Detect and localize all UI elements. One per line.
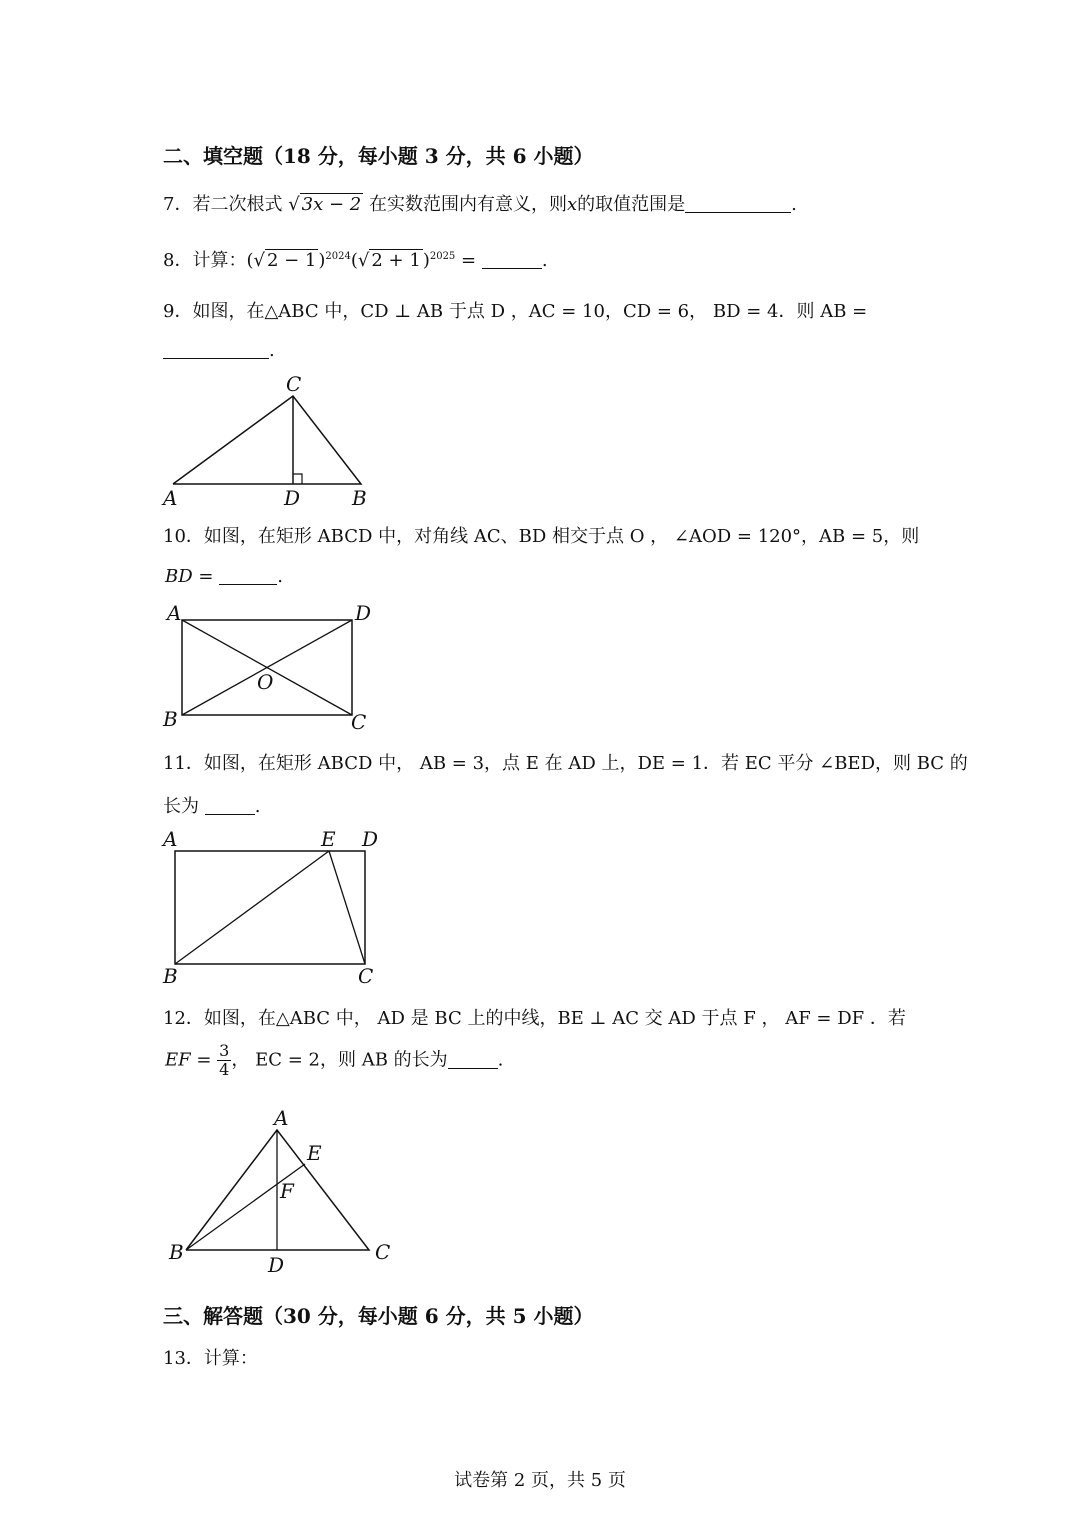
question-7: 7．若二次根式 √ 3x − 2 在实数范围内有意义，则x的取值范围是 . (163, 194, 797, 215)
label-f: F (280, 1179, 294, 1203)
question-8: 8．计算：(√ 2 − 1 )$^{2024}$(√ 2 + 1 )$^{2025}$ = . (163, 250, 548, 271)
question-9-answer-line: . (163, 340, 275, 361)
question-9: 9．如图，在△ABC 中，CD ⊥ AB 于点 D ，AC = 10，CD = 6， BD = 4．则 AB = (163, 301, 868, 322)
triangle-figure-q12 (155, 1100, 405, 1280)
triangle-figure-q9 (155, 368, 385, 513)
answer-blank (448, 1050, 498, 1069)
right-angle-mark (293, 474, 302, 484)
label-c: C (351, 710, 367, 734)
question-10-line-2: BD = . (165, 566, 283, 587)
label-a: A (167, 601, 182, 625)
segment-be (186, 1164, 305, 1250)
question-12-line-2: EF = $\frac{3}{4}$ ， EC = 2，则 AB 的长为 . (165, 1041, 504, 1079)
label-b: B (169, 1240, 184, 1264)
label-e: E (321, 827, 336, 851)
section-3-title: 三、解答题（30 分，每小题 6 分，共 5 小题） (163, 1304, 594, 1328)
label-c: C (286, 372, 302, 396)
answer-blank (163, 340, 269, 359)
fraction: $\frac{3}{4}$ (219, 1041, 230, 1079)
rectangle-figure-q10 (155, 598, 385, 738)
question-number: 11． (163, 753, 204, 774)
answer-blank (219, 566, 277, 585)
segment-ec (329, 851, 365, 964)
question-12: 12．如图，在△ABC 中， AD 是 BC 上的中线，BE ⊥ AC 交 AD 于点 F ， AF = DF ．若 (163, 1008, 906, 1029)
label-a: A (274, 1106, 289, 1130)
question-number: 13． (163, 1348, 204, 1369)
segment-be (175, 851, 329, 964)
label-e: E (307, 1141, 322, 1165)
question-number: 10． (163, 526, 204, 547)
rectangle-figure-q11 (155, 825, 395, 990)
label-a: A (163, 827, 178, 851)
question-number: 7． (163, 194, 193, 215)
question-11-line-2: 长为 . (163, 796, 261, 817)
label-a: A (163, 486, 178, 510)
answer-blank (482, 250, 542, 269)
label-d: D (355, 601, 372, 625)
question-number: 8． (163, 250, 193, 271)
label-c: C (375, 1240, 391, 1264)
label-o: O (257, 670, 274, 694)
label-d: D (284, 486, 301, 510)
question-13: 13．计算： (163, 1348, 258, 1369)
label-d: D (268, 1253, 285, 1277)
answer-blank (685, 194, 791, 213)
question-number: 12． (163, 1008, 204, 1029)
triangle-abc (173, 396, 361, 484)
rectangle-abcd (175, 851, 365, 964)
question-number: 9． (163, 301, 193, 322)
label-d: D (362, 827, 379, 851)
sqrt-expression: √ 3x − 2 (288, 194, 362, 215)
label-c: C (358, 964, 374, 988)
label-b: B (352, 486, 367, 510)
question-11: 11．如图，在矩形 ABCD 中， AB = 3，点 E 在 AD 上，DE = 1．若 EC 平分 ∠BED，则 BC 的 (163, 753, 968, 774)
label-b: B (163, 964, 178, 988)
answer-blank (205, 796, 255, 815)
label-b: B (163, 707, 178, 731)
question-10: 10．如图，在矩形 ABCD 中，对角线 AC、BD 相交于点 O ， ∠AOD = 120°，AB = 5，则 (163, 526, 920, 547)
page-footer: 试卷第 2 页，共 5 页 (454, 1470, 626, 1491)
section-2-title: 二、填空题（18 分，每小题 3 分，共 6 小题） (163, 144, 594, 168)
